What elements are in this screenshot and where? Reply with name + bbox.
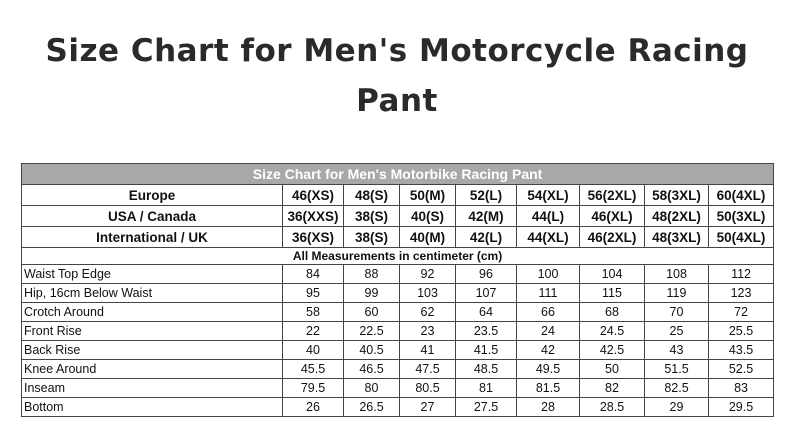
size-cell: 48(2XL): [645, 206, 709, 227]
size-cell: 38(S): [344, 227, 400, 248]
size-cell: 44(XL): [517, 227, 580, 248]
measurement-row: [22, 360, 774, 379]
measurement-value: 70: [645, 303, 709, 322]
measurement-value: 41: [400, 341, 456, 360]
measurement-value: 119: [645, 284, 709, 303]
measurement-value: 108: [645, 265, 709, 284]
size-cell: 38(S): [344, 206, 400, 227]
measurement-value: 29: [645, 398, 709, 417]
size-cell: 46(XL): [580, 206, 645, 227]
size-cell: 54(XL): [517, 185, 580, 206]
measurement-label: Bottom: [22, 398, 283, 417]
measurement-value: 81: [456, 379, 517, 398]
size-cell: 50(M): [400, 185, 456, 206]
size-cell: 50(4XL): [709, 227, 774, 248]
measurement-value: 84: [283, 265, 344, 284]
measurement-value: 115: [580, 284, 645, 303]
measurement-value: 88: [344, 265, 400, 284]
measurement-row: [22, 303, 774, 322]
size-cell: 48(S): [344, 185, 400, 206]
size-cell: 46(XS): [283, 185, 344, 206]
measurement-value: 52.5: [709, 360, 774, 379]
measurement-value: 46.5: [344, 360, 400, 379]
measurement-value: 43.5: [709, 341, 774, 360]
measurement-value: 26: [283, 398, 344, 417]
measurement-value: 42.5: [580, 341, 645, 360]
measurement-value: 82: [580, 379, 645, 398]
size-cell: 48(3XL): [645, 227, 709, 248]
size-cell: 42(L): [456, 227, 517, 248]
measurement-value: 43: [645, 341, 709, 360]
size-cell: 46(2XL): [580, 227, 645, 248]
size-row: [22, 185, 774, 206]
measurement-value: 82.5: [645, 379, 709, 398]
size-cell: 40(M): [400, 227, 456, 248]
size-cell: 40(S): [400, 206, 456, 227]
size-row: [22, 206, 774, 227]
measurement-value: 79.5: [283, 379, 344, 398]
page-title: [0, 26, 794, 126]
measurement-row: [22, 341, 774, 360]
measurement-value: 107: [456, 284, 517, 303]
measurement-label: Back Rise: [22, 341, 283, 360]
measurement-value: 48.5: [456, 360, 517, 379]
measurement-value: 58: [283, 303, 344, 322]
measurement-value: 99: [344, 284, 400, 303]
measurement-value: 68: [580, 303, 645, 322]
table-caption: Size Chart for Men's Motorbike Racing Pant: [22, 164, 774, 185]
size-cell: 44(L): [517, 206, 580, 227]
measurement-value: 80.5: [400, 379, 456, 398]
size-cell: 56(2XL): [580, 185, 645, 206]
measurement-value: 96: [456, 265, 517, 284]
measurement-unit-note: All Measurements in centimeter (cm): [22, 248, 774, 265]
measurement-value: 24.5: [580, 322, 645, 341]
measurement-value: 23.5: [456, 322, 517, 341]
measurement-value: 123: [709, 284, 774, 303]
measurement-value: 103: [400, 284, 456, 303]
size-cell: 36(XS): [283, 227, 344, 248]
measurement-row: [22, 322, 774, 341]
measurement-value: 40.5: [344, 341, 400, 360]
measurement-value: 24: [517, 322, 580, 341]
measurement-row: [22, 379, 774, 398]
measurement-value: 27: [400, 398, 456, 417]
page-title-line-2: Pant: [356, 83, 438, 119]
size-cell: 50(3XL): [709, 206, 774, 227]
size-cell: 58(3XL): [645, 185, 709, 206]
measurement-value: 28.5: [580, 398, 645, 417]
page-title-line-1: Size Chart for Men's Motorcycle Racing: [45, 33, 749, 69]
measurement-value: 104: [580, 265, 645, 284]
measurement-value: 29.5: [709, 398, 774, 417]
measurement-label: Front Rise: [22, 322, 283, 341]
measurement-value: 72: [709, 303, 774, 322]
measurement-value: 80: [344, 379, 400, 398]
measurement-value: 25.5: [709, 322, 774, 341]
size-cell: 60(4XL): [709, 185, 774, 206]
measurement-value: 64: [456, 303, 517, 322]
measurement-value: 26.5: [344, 398, 400, 417]
measurement-label: Waist Top Edge: [22, 265, 283, 284]
size-region-label: Europe: [22, 185, 283, 206]
measurement-value: 92: [400, 265, 456, 284]
measurement-label: Inseam: [22, 379, 283, 398]
size-cell: 42(M): [456, 206, 517, 227]
measurement-value: 112: [709, 265, 774, 284]
measurement-value: 22: [283, 322, 344, 341]
caption-row: [22, 164, 774, 185]
size-chart-table: [21, 163, 774, 417]
size-chart-body: [22, 164, 774, 417]
measurement-value: 100: [517, 265, 580, 284]
measurement-value: 40: [283, 341, 344, 360]
measurement-value: 23: [400, 322, 456, 341]
measurement-label: Crotch Around: [22, 303, 283, 322]
measurement-value: 50: [580, 360, 645, 379]
size-region-label: USA / Canada: [22, 206, 283, 227]
size-cell: 36(XXS): [283, 206, 344, 227]
measurement-label: Hip, 16cm Below Waist: [22, 284, 283, 303]
measurement-value: 42: [517, 341, 580, 360]
size-cell: 52(L): [456, 185, 517, 206]
measurement-value: 41.5: [456, 341, 517, 360]
measurement-value: 22.5: [344, 322, 400, 341]
measurement-value: 25: [645, 322, 709, 341]
size-region-label: International / UK: [22, 227, 283, 248]
measurement-value: 27.5: [456, 398, 517, 417]
measurement-row: [22, 284, 774, 303]
measurement-row: [22, 265, 774, 284]
measurement-value: 62: [400, 303, 456, 322]
measurement-value: 28: [517, 398, 580, 417]
measurement-value: 60: [344, 303, 400, 322]
note-row: [22, 248, 774, 265]
measurement-value: 81.5: [517, 379, 580, 398]
measurement-value: 111: [517, 284, 580, 303]
measurement-value: 45.5: [283, 360, 344, 379]
measurement-row: [22, 398, 774, 417]
measurement-value: 51.5: [645, 360, 709, 379]
measurement-label: Knee Around: [22, 360, 283, 379]
measurement-value: 47.5: [400, 360, 456, 379]
measurement-value: 83: [709, 379, 774, 398]
size-row: [22, 227, 774, 248]
measurement-value: 66: [517, 303, 580, 322]
measurement-value: 49.5: [517, 360, 580, 379]
measurement-value: 95: [283, 284, 344, 303]
